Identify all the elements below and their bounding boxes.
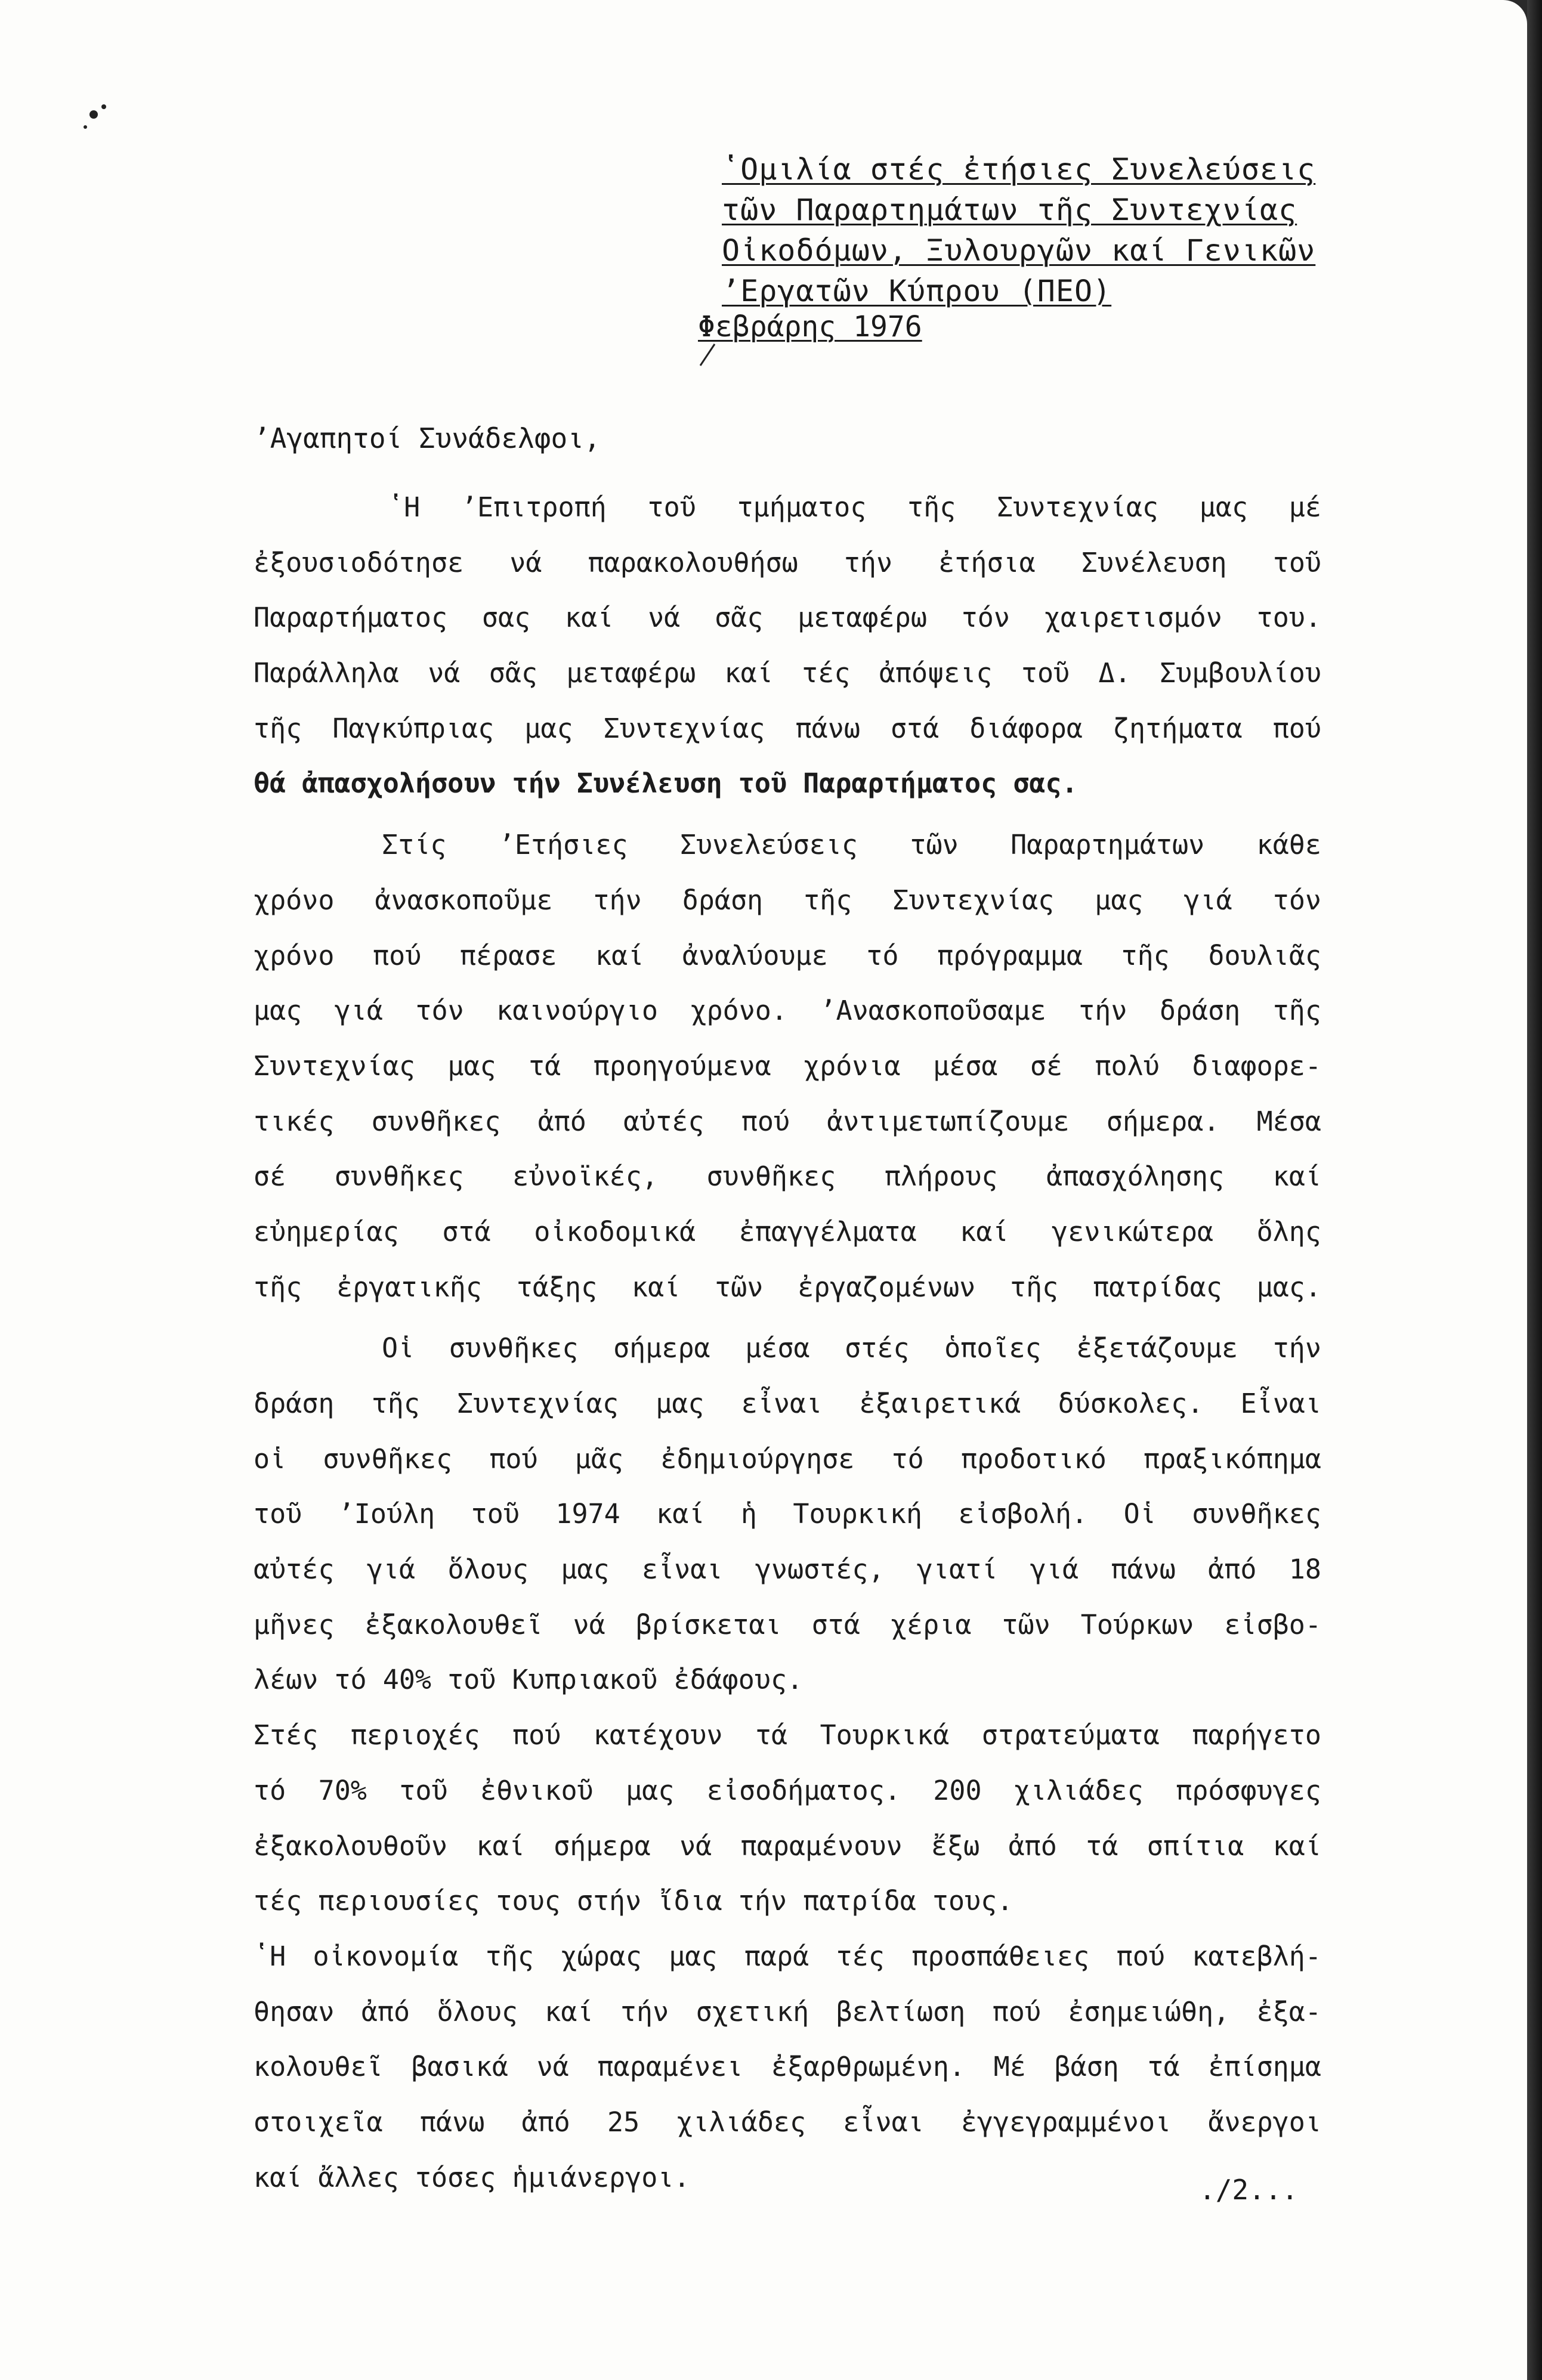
pen-stroke-mark [698,343,716,367]
scan-speck [84,125,87,129]
text-line: Συντεχνίας μας τά προηγούμενα χρόνια μέσα σέ πολύ διαφορε- [254,1050,1321,1082]
salutation: ʼΑγαπητοί Συνάδελφοι, [254,422,601,454]
text-line: στοιχεῖα πάνω ἀπό 25 χιλιάδες εἶναι ἐγγεγραμμένοι ἄνεργοι [254,2106,1321,2138]
text-line: κολουθεῖ βασικά νά παραμένει ἐξαρθρωμένη. Μέ βάση τά ἐπίσημα [254,2051,1321,2083]
document-heading [722,149,1318,311]
text-line: τῆς Παγκύπριας μας Συντεχνίας πάνω στά διάφορα ζητήματα πού [254,712,1321,744]
document-date [698,310,922,343]
text-line: μῆνες ἐξακολουθεῖ νά βρίσκεται στά χέρια τῶν Τούρκων εἰσβο- [254,1608,1321,1641]
text-line: τικές συνθῆκες ἀπό αὐτές πού ἀντιμετωπίζουμε σήμερα. Μέσα [254,1105,1321,1137]
heading-line: Οἰκοδόμων, Ξυλουργῶν καί Γενικῶν [722,233,1316,268]
text-line: τῆς ἐργατικῆς τάξης καί τῶν ἐργαζομένων τῆς πατρίδας μας. [254,1271,1321,1303]
text-line: Στές περιοχές πού κατέχουν τά Τουρκικά στρατεύματα παρήγετο [254,1719,1321,1751]
text-line: αὐτές γιά ὅλους μας εἶναι γνωστές, γιατί γιά πάνω ἀπό 18 [254,1553,1321,1586]
text-line: θησαν ἀπό ὅλους καί τήν σχετική βελτίωση πού ἐσημειώθη, ἐξα- [254,1995,1321,2028]
text-line: λέων τό 40% τοῦ Κυπριακοῦ ἐδάφους. [254,1664,804,1696]
text-line: Παραρτήματος σας καί νά σᾶς μεταφέρω τόν χαιρετισμόν του. [254,602,1321,634]
text-line: μας γιά τόν καινούργιο χρόνο. ʼΑνασκοποῦσαμε τήν δράση τῆς [254,995,1321,1027]
text-line: Στίς ʼΕτήσιες Συνελεύσεις τῶν Παραρτημάτων κάθε [382,829,1321,861]
text-line: καί ἄλλες τόσες ἡμιάνεργοι. [254,2161,690,2193]
heading-line: ʽΟμιλία στές ἐτήσιες Συνελεύσεις [722,152,1316,187]
text-line: θά ἀπασχολήσουν τήν Συνέλευση τοῦ Παραρτήματος σας. [254,767,1078,800]
text-line: ἐξουσιοδότησε νά παρακολουθήσω τήν ἐτήσια Συνέλευση τοῦ [254,546,1321,578]
date-text: Φεβράρης 1976 [698,310,922,343]
text-line: χρόνο πού πέρασε καί ἀναλύουμε τό πρόγραμμα τῆς δουλιᾶς [254,939,1321,971]
letter-body [254,480,1321,2205]
scan-speck [89,110,98,119]
scan-speck [101,104,106,109]
text-line: ʽΗ οἰκονομία τῆς χώρας μας παρά τές προσπάθειες πού κατεβλή- [254,1940,1321,1972]
text-line: ἐξακολουθοῦν καί σήμερα νά παραμένουν ἔξω ἀπό τά σπίτια καί [254,1830,1321,1862]
text-line: εὐημερίας στά οἰκοδομικά ἐπαγγέλματα καί γενικώτερα ὅλης [254,1215,1321,1248]
text-line: τοῦ ʼΙούλη τοῦ 1974 καί ἡ Τουρκική εἰσβολή. Οἱ συνθῆκες [254,1498,1321,1530]
page-continuation-marker: ./2... [1199,2174,1299,2206]
text-line: Οἱ συνθῆκες σήμερα μέσα στές ὁποῖες ἐξετάζουμε τήν [382,1332,1321,1364]
text-line: δράση τῆς Συντεχνίας μας εἶναι ἐξαιρετικά δύσκολες. Εἶναι [254,1388,1321,1419]
text-line: Παράλληλα νά σᾶς μεταφέρω καί τές ἀπόψεις τοῦ Δ. Συμβουλίου [254,657,1321,689]
text-line: ʽΗ ʼΕπιτροπή τοῦ τμήματος τῆς Συντεχνίας μας μέ [388,491,1321,523]
heading-line: τῶν Παραρτημάτων τῆς Συντεχνίας [722,193,1297,227]
text-line: τές περιουσίες τους στήν ἴδια τήν πατρίδα τους. [254,1885,1013,1917]
scan-border [1527,0,1542,2380]
text-line: χρόνο ἀνασκοποῦμε τήν δράση τῆς Συντεχνίας μας γιά τόν [254,884,1321,916]
text-line: σέ συνθῆκες εὐνοϊκές, συνθῆκες πλήρους ἀπασχόλησης καί [254,1160,1321,1193]
text-line: οἱ συνθῆκες πού μᾶς ἐδημιούργησε τό προδοτικό πραξικόπημα [254,1443,1321,1475]
text-line: τό 70% τοῦ ἐθνικοῦ μας εἰσοδήματος. 200 χιλιάδες πρόσφυγες [254,1774,1321,1806]
heading-line: ʼΕργατῶν Κύπρου (ΠΕΟ) [722,274,1112,308]
